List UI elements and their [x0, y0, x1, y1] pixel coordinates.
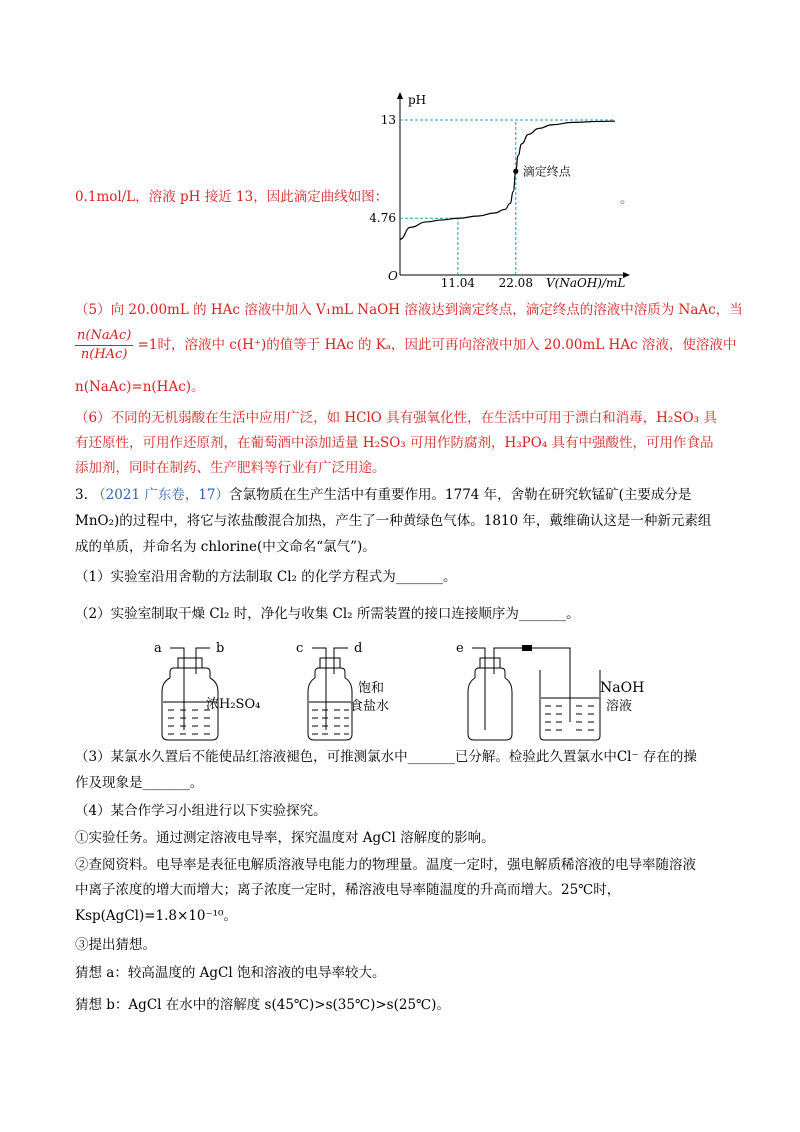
q5-line2-text: =1时，溶液中 c(H⁺)的值等于 HAc 的 Kₐ，因此可再向溶液中加入 20.00mL HAc 溶液，使溶液中 — [137, 337, 737, 353]
endpoint-annotation: 滴定终点 — [522, 164, 571, 179]
port-e-label: e — [456, 641, 464, 656]
apparatus-diagram — [140, 630, 660, 750]
port-a-label: a — [154, 641, 162, 656]
chart-trailing-period: 。 — [620, 191, 634, 207]
experiment-task: ①实验任务。通过测定溶液电导率，探究温度对 AgCl 溶解度的影响。 — [75, 830, 495, 846]
ksp-value: Ksp(AgCl)=1.8×10⁻¹⁰。 — [75, 908, 237, 924]
ratio-fraction — [75, 328, 133, 363]
x-tick-label: 11.04 — [440, 276, 476, 290]
guess-a: 猜想 a：较高温度的 AgCl 饱和溶液的电导率较大。 — [75, 965, 386, 981]
problem-3-text: 含氯物质在生产生活中有重要作用。1774 年，舍勒在研究软锰矿(主要成分是 — [229, 487, 692, 503]
brine-label-line1: 饱和 — [358, 681, 385, 696]
conc-sulfuric-acid-label: 浓H₂SO₄ — [206, 697, 261, 712]
port-d-label: d — [354, 641, 363, 656]
q5-line1: （5）向 20.00mL 的 HAc 溶液中加入 V₁mL NaOH 溶液达到滴定终点，滴定终点的溶液中溶质为 NaAc，当 — [75, 302, 743, 318]
brine-label-line2: 食盐水 — [350, 699, 390, 714]
problem-3-line1 — [75, 485, 691, 505]
x-tick-label: 22.08 — [498, 276, 533, 290]
titration-curve-line — [400, 121, 615, 239]
question-3-line2: 作及现象是_______。 — [75, 775, 204, 791]
question-1: （1）实验室沿用舍勒的方法制取 Cl₂ 的化学方程式为_______。 — [75, 569, 457, 585]
fraction-denominator: n(HAc) — [80, 347, 128, 362]
y-tick-label: 13 — [380, 113, 396, 127]
naoh-label: NaOH — [600, 680, 645, 696]
hypothesis-heading: ③提出猜想。 — [75, 937, 156, 953]
origin-label: O — [388, 269, 398, 283]
drying-bottle — [162, 648, 218, 740]
washing-bottle — [308, 648, 352, 740]
fraction-numerator: n(NaAc) — [75, 328, 133, 346]
question-4-intro: （4）某合作学习小组进行以下实验探究。 — [75, 803, 327, 819]
question-3-line1: （3）某氯水久置后不能使品红溶液褪色，可推测氯水中_______已分解。检验此久置氯水中Cl⁻ 存在的操 — [75, 749, 697, 765]
problem-source: （2021 广东卷，17） — [92, 487, 230, 503]
question-2: （2）实验室制取干燥 Cl₂ 时，净化与收集 Cl₂ 所需装置的接口连接顺序为_______。 — [75, 606, 580, 622]
q5-line3: n(NaAc)=n(HAc)。 — [75, 379, 205, 395]
q6-line1: （6）不同的无机弱酸在生活中应用广泛，如 HClO 具有强氧化性，在生活中可用于漂白和消毒，H₂SO₃ 具 — [75, 410, 717, 426]
endpoint-marker — [513, 169, 518, 174]
guess-b: 猜想 b：AgCl 在水中的溶解度 s(45℃)>s(35℃)>s(25℃)。 — [75, 997, 450, 1013]
collection-bottle — [468, 645, 570, 740]
port-b-label: b — [216, 641, 225, 656]
problem-3-line2: MnO₂)的过程中，将它与浓盐酸混合加热，产生了一种黄绿色气体。1810 年，戴维确认这是一种新元素组 — [75, 513, 712, 529]
reference-info-line2: 中离子浓度的增大而增大；离子浓度一定时，稀溶液电导率随温度的升高而增大。25℃时， — [75, 882, 621, 898]
x-axis-label: V(NaOH)/mL — [546, 276, 626, 290]
naoh-solution-label: 溶液 — [606, 699, 633, 714]
q6-line3: 添加剂，同时在制药、生产肥料等行业有广泛用途。 — [75, 460, 386, 476]
problem-number: 3. — [75, 487, 88, 503]
problem-3-line3: 成的单质，并命名为 chlorine(中文命名“氯气”)。 — [75, 539, 376, 555]
q5-line2 — [75, 328, 736, 363]
chart-intro-text: 0.1mol/L，溶液 pH 接近 13，因此滴定曲线如图： — [75, 189, 389, 205]
q6-line2: 有还原性，可用作还原剂，在葡萄酒中添加适量 H₂SO₃ 可用作防腐剂，H₃PO₄ 具有中强酸性，可用作食品 — [75, 435, 714, 451]
y-axis-label: pH — [408, 93, 427, 107]
y-tick-label: 4.76 — [369, 211, 396, 226]
titration-curve-chart — [360, 90, 650, 290]
port-c-label: c — [296, 641, 304, 656]
reference-info-line1: ②查阅资料。电导率是表征电解质溶液导电能力的物理量。温度一定时，强电解质稀溶液的电导率随溶液 — [75, 857, 696, 873]
